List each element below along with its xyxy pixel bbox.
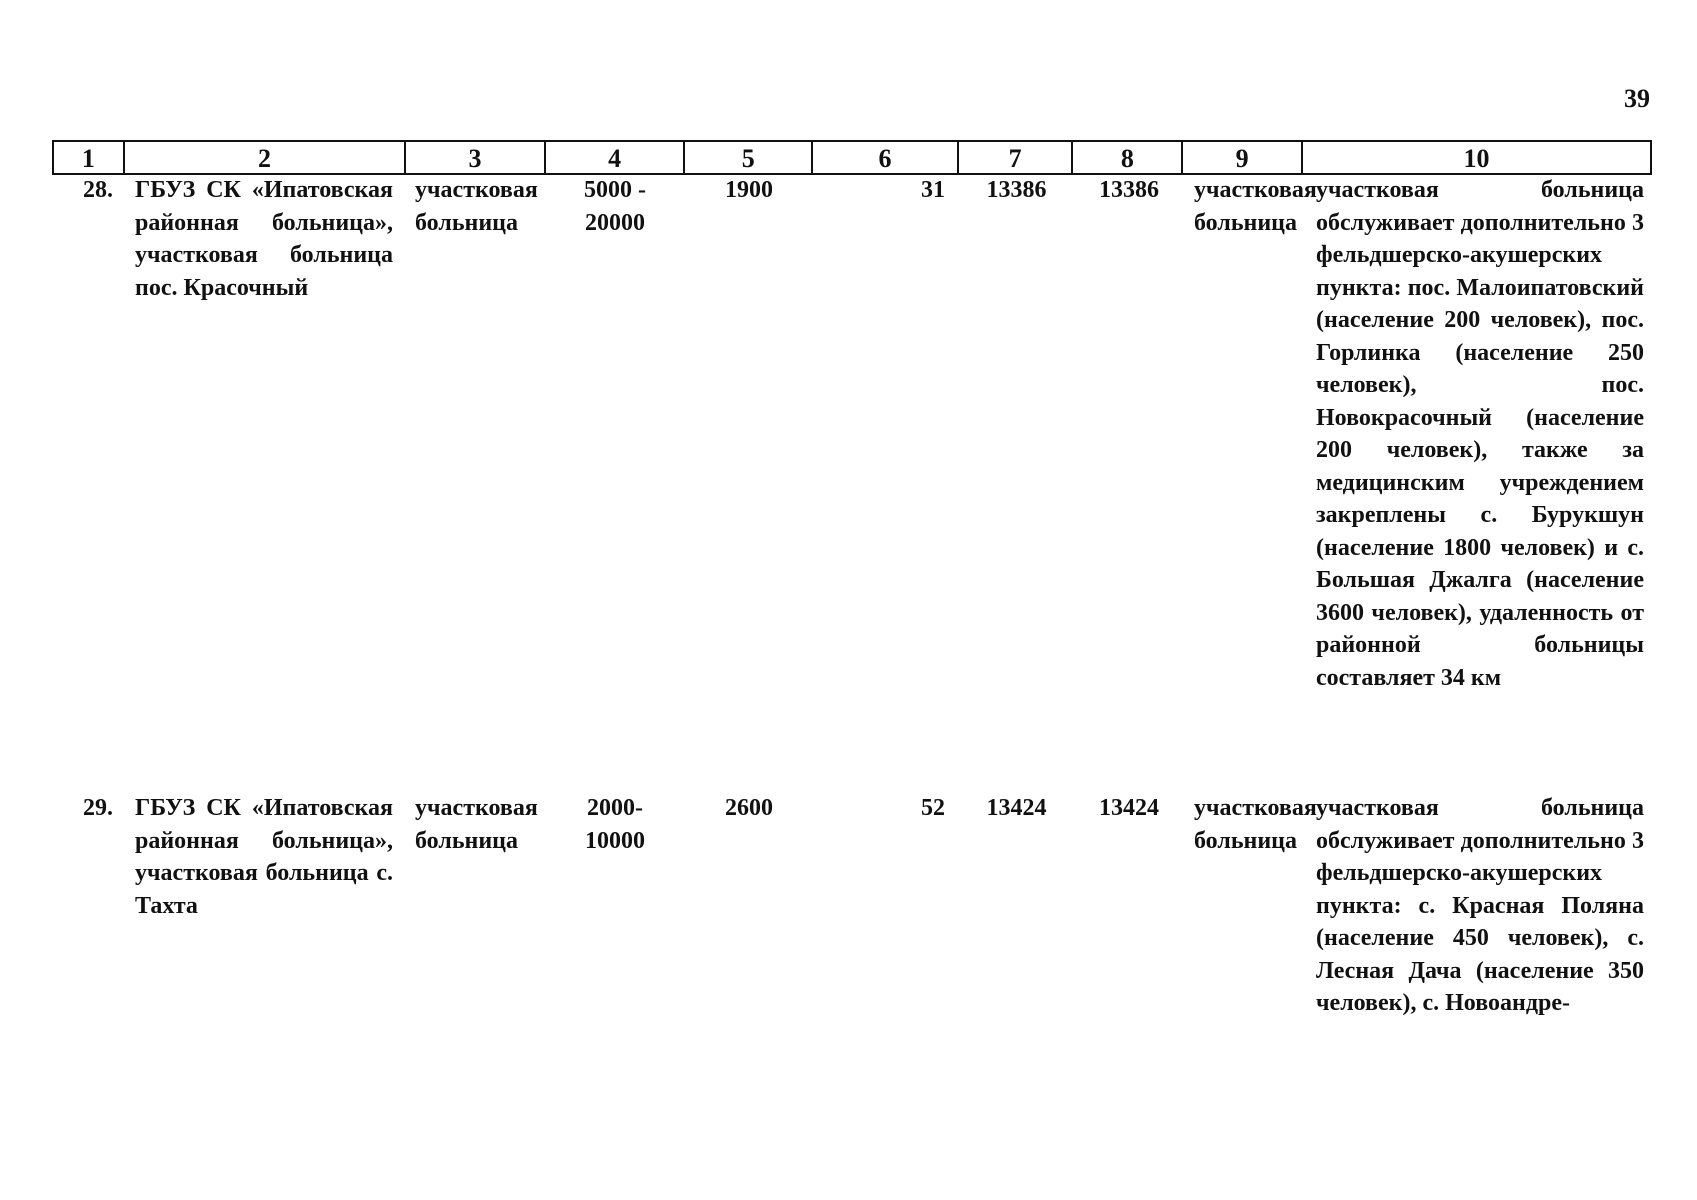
header-col-7: 7 [959, 142, 1074, 173]
header-col-10: 10 [1463, 144, 1490, 173]
col-7-value: 13424 [986, 795, 1047, 821]
col-5-value: 2600 [725, 795, 773, 821]
table-header [52, 140, 1652, 175]
institution-type: участковая больница [415, 177, 538, 236]
col-4-value: 5000 - 20000 [584, 177, 646, 236]
header-col-5: 5 [685, 142, 813, 173]
institution-name: ГБУЗ СК «Ипатовская районная больница», участковая больница с. Тахта [135, 795, 393, 919]
row-number: 28. [83, 177, 113, 203]
row-number: 29. [83, 795, 113, 821]
table-row [52, 792, 1652, 1020]
note: участковая больница обслуживает дополнительно 3 фельдшерско-акушерских пункта: с. Красная Поляна (население 450 человек), с. Лесная Дача (население 350 человек), с. Новоандре- [1316, 795, 1644, 1016]
header-col-4: 4 [546, 142, 686, 173]
header-col-9: 9 [1183, 142, 1303, 173]
header-col-3: 3 [406, 142, 546, 173]
header-col-8: 8 [1073, 142, 1183, 173]
table-row [52, 174, 1652, 694]
col-5-value: 1900 [725, 177, 773, 203]
note: участковая больница обслуживает дополнительно 3 фельдшерско-акушерских пункта: пос. Малоипатовский (население 200 человек), пос. Горлинка (население 250 человек), пос. Новокрасочный (население 200 человек), также за медицинским учреждением закреплены с. Бурукшун (население 1800 человек) и с. Большая Джалга (население 3600 человек), удаленность от районной больницы составляет 34 км [1316, 177, 1644, 691]
col-6-value: 31 [921, 177, 945, 203]
col-8-value: 13386 [1099, 177, 1159, 203]
col-9-value: участковая больница [1194, 177, 1317, 236]
col-7-value: 13386 [986, 177, 1047, 203]
col-6-value: 52 [921, 795, 945, 821]
header-col-6: 6 [813, 142, 959, 173]
col-9-value: участковая больница [1194, 795, 1317, 854]
institution-type: участковая больница [415, 795, 538, 854]
page-number: 39 [1624, 84, 1650, 113]
header-col-1: 1 [54, 142, 125, 173]
institution-name: ГБУЗ СК «Ипатовская районная больница», участковая больница пос. Красочный [135, 177, 393, 301]
col-8-value: 13424 [1099, 795, 1159, 821]
col-4-value: 2000- 10000 [585, 795, 645, 854]
header-col-2: 2 [125, 142, 406, 173]
